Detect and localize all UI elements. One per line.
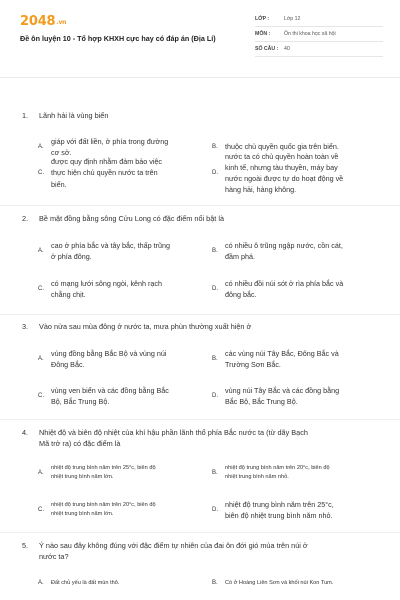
option-text: các vùng núi Tây Bắc, Đông Bắc và Trường Sơn Bắc. (225, 348, 339, 369)
option-text: có nhiều ô trũng ngập nước, cồn cát, đầm phá. (225, 240, 343, 261)
question-divider (0, 314, 400, 315)
option-d[interactable] (212, 143, 343, 203)
option-c[interactable] (38, 276, 162, 302)
option-a[interactable] (38, 462, 156, 484)
meta-row-question-count (255, 42, 383, 57)
option-letter: B. (212, 356, 218, 362)
option-c[interactable] (38, 499, 156, 521)
option-c[interactable] (38, 150, 162, 196)
question-text: Ý nào sau đây không đúng với đặc điểm tự nhiên của đai ôn đới gió mùa trên núi ở nước ta? (39, 541, 308, 561)
option-letter: D. (212, 507, 218, 513)
header-divider (0, 77, 400, 78)
question-number: 3. (22, 322, 29, 331)
option-letter: A. (38, 144, 44, 150)
question-stem (22, 110, 108, 121)
meta-key: SỐ CÂU : (255, 46, 279, 52)
meta-value: 40 (284, 46, 290, 52)
option-text: thuộc chủ quyền quốc gia trên biển. (225, 142, 339, 152)
question-divider (0, 419, 400, 420)
question-stem (22, 321, 251, 332)
option-letter: C. (38, 170, 44, 176)
option-b[interactable] (212, 238, 343, 264)
option-text: vùng ven biển và các đồng bằng Bắc Bộ, Bắc Trung Bộ. (51, 385, 169, 406)
question-number: 4. (22, 428, 29, 437)
question-text: Nhiệt độ và biên độ nhiệt của khí hậu phần lãnh thổ phía Bắc nước ta (từ dãy Bạch Mã trở ra) có đặc điểm là (39, 428, 308, 448)
option-text: giáp với đất liền, ở phía trong đường cơ sở. (51, 136, 169, 157)
option-letter: A. (38, 580, 44, 586)
option-text: nước ta có chủ quyền hoàn toàn về kinh tế, nhưng tàu thuyền, máy bay nước ngoài được tự do hoạt động về hàng hải, hàng không. (225, 151, 344, 195)
question-number: 5. (22, 541, 29, 550)
option-b[interactable] (212, 346, 339, 372)
option-letter: B. (212, 248, 218, 254)
option-letter: D. (212, 393, 218, 399)
option-letter: C. (38, 393, 44, 399)
option-text: nhiệt độ trung bình năm trên 25°c, biên độ nhiệt trung bình năm nhỏ. (225, 499, 334, 520)
meta-key: MÔN : (255, 31, 271, 37)
site-logo[interactable] (20, 14, 66, 29)
option-b[interactable] (212, 462, 330, 484)
meta-row-class (255, 12, 383, 27)
option-letter: A. (38, 248, 44, 254)
option-letter: C. (38, 286, 44, 292)
meta-value: Lớp 12 (284, 16, 301, 22)
meta-row-subject (255, 27, 383, 42)
question-text: Vào nửa sau mùa đông ở nước ta, mưa phùn thường xuất hiện ở (39, 322, 252, 331)
option-d[interactable] (212, 497, 334, 523)
option-letter: B. (212, 470, 218, 476)
meta-key: LỚP : (255, 16, 270, 22)
question-divider (0, 205, 400, 206)
option-letter: D. (212, 170, 218, 176)
option-letter: A. (38, 356, 44, 362)
option-text: vùng núi Tây Bắc và các đồng bằng Bắc Bộ, Bắc Trung Bộ. (225, 385, 340, 406)
option-d[interactable] (212, 383, 339, 409)
logo-main: 2048 (20, 14, 56, 29)
option-a[interactable] (38, 346, 167, 372)
option-text: Có ở Hoàng Liên Sơn và khối núi Kon Tum. (225, 579, 334, 586)
option-text: nhiệt độ trung bình năm trên 20°c, biên độ nhiệt trung bình năm lớn. (51, 502, 156, 517)
option-a[interactable] (38, 238, 170, 264)
option-text: được quy định nhằm đảm bảo việc thực hiện chủ quyền nước ta trên biển. (51, 157, 163, 189)
option-a[interactable] (38, 575, 119, 591)
option-letter: D. (212, 286, 218, 292)
option-text: nhiệt độ trung bình năm trên 25°c, biên độ nhiệt trung bình năm lớn. (51, 465, 156, 480)
option-b[interactable] (212, 575, 333, 591)
document-meta (255, 12, 383, 57)
option-letter: B. (212, 144, 218, 150)
question-text: Lãnh hải là vùng biển (39, 111, 109, 120)
option-d[interactable] (212, 276, 343, 302)
question-number: 2. (22, 214, 29, 223)
page-header (0, 0, 400, 72)
option-letter: B. (212, 580, 218, 586)
option-text: có nhiều đồi núi sót ở rìa phía bắc và đông bắc. (225, 278, 344, 299)
question-stem (22, 540, 308, 562)
meta-value: Ôn thi khoa học xã hội (284, 31, 336, 37)
option-text: có mạng lưới sông ngòi, kênh rạch chằng chịt. (51, 278, 163, 299)
question-stem (22, 427, 308, 449)
option-letter: A. (38, 470, 44, 476)
option-c[interactable] (38, 383, 169, 409)
question-stem (22, 213, 224, 224)
option-text: Đất chủ yếu là đất mùn thô. (51, 579, 120, 586)
document-title: Đề ôn luyện 10 - Tổ hợp KHXH cực hay có đáp án (Địa Lí) (20, 34, 216, 43)
question-number: 1. (22, 111, 29, 120)
option-text: cao ở phía bắc và tây bắc, thấp trũng ở phía đông. (51, 240, 170, 261)
option-text: nhiệt độ trung bình năm trên 20°c, biên độ nhiệt trung bình năm nhỏ. (225, 465, 330, 480)
option-text: vùng đồng bằng Bắc Bộ và vùng núi Đông Bắc. (51, 348, 167, 369)
question-divider (0, 532, 400, 533)
question-text: Bề mặt đồng bằng sông Cửu Long có đặc điểm nổi bật là (39, 214, 224, 223)
logo-suffix: .vn (56, 19, 67, 26)
option-letter: C. (38, 507, 44, 513)
